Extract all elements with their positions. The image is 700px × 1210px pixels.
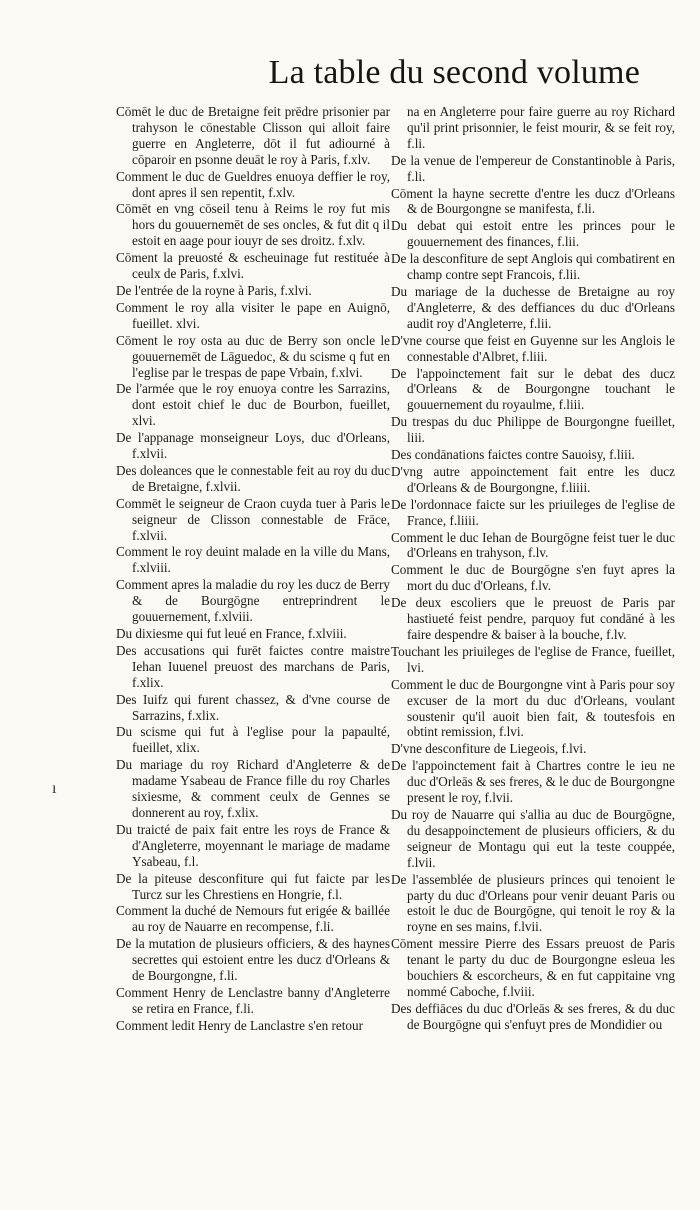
- table-entry: Des accusations qui furēt faictes contre maistre Iehan Iuuenel preuost des marchans de Paris, f.xlix.: [116, 642, 390, 690]
- table-entry: De la venue de l'empereur de Constantinoble à Paris, f.li.: [391, 152, 675, 184]
- table-entry: Du mariage du roy Richard d'Angleterre & de madame Ysabeau de France fille du roy Charles sixiesme, & comment ceulx de Gennes se donnerent au roy, f.xlix.: [116, 757, 390, 820]
- table-entry: Du mariage de la duchesse de Bretaigne au roy d'Angleterre, & des deffiances du duc d'Orleans audit roy d'Angleterre, f.lii.: [391, 283, 675, 331]
- table-entry: Comment le roy deuint malade en la ville du Mans, f.xlviii.: [116, 544, 390, 576]
- table-entry: Comment ledit Henry de Lanclastre s'en retour: [116, 1017, 363, 1033]
- table-entry: Du dixiesme qui fut leué en France, f.xlviii.: [116, 626, 347, 641]
- table-entry: De la piteuse desconfiture qui fut faicte par les Turcz sur les Chrestiens en Hongrie, f.l.: [116, 870, 390, 902]
- table-entry: De l'armée que le roy enuoya contre les Sarrazins, dont estoit chief le duc de Bourbon, fueillet, xlvi.: [116, 381, 390, 429]
- table-entry: De l'entrée de la royne à Paris, f.xlvi.: [116, 282, 312, 298]
- margin-mark: ı: [52, 780, 57, 797]
- left-column: [116, 104, 390, 1035]
- table-entry: Du traicté de paix fait entre les roys de France & d'Angleterre, moyennant le mariage de madame Ysabeau, f.l.: [116, 821, 390, 869]
- table-entry: Cōment la hayne secrette d'entre les ducz d'Orleans & de Bourgongne se manifesta, f.li.: [391, 185, 675, 217]
- page-title: La table du second volume: [268, 54, 640, 91]
- table-entry: De l'appanage monseigneur Loys, duc d'Orleans, f.xlvii.: [116, 430, 390, 462]
- table-entry: D'vne desconfiture de Liegeois, f.lvi.: [391, 741, 587, 757]
- table-entry: D'vne course que feist en Guyenne sur les Anglois le connestable d'Albret, f.liii.: [391, 332, 675, 364]
- table-entry: Du roy de Nauarre qui s'allia au duc de Bourgōgne, du desappoinctement de plusieurs officiers, & du seigneur de Montagu qui eut la teste couppée, f.lvii.: [391, 806, 675, 870]
- table-entry: Du scisme qui fut à l'eglise pour la papaulté, fueillet, xlix.: [116, 724, 390, 756]
- table-entry: Du debat qui estoit entre les princes pour le gouuernement des finances, f.lii.: [391, 218, 675, 250]
- table-entry: Du trespas du duc Philippe de Bourgongne fueillet, liii.: [391, 414, 675, 446]
- table-entry: Comment le roy alla visiter le pape en Auignō, fueillet. xlvi.: [116, 299, 390, 331]
- table-entry: Cōment messire Pierre des Essars preuost de Paris tenant le party du duc de Bourgongne esleua les bouchiers & escorcheurs, & en fut cappitaine vng nommé Caboche, f.lviii.: [391, 936, 675, 999]
- table-entry: Comment apres la maladie du roy les ducz de Berry & de Bourgōgne entreprindrent le gouuernement, f.xlviii.: [116, 577, 390, 625]
- table-entry: Comment le duc de Bourgongne vint à Paris pour soy excuser de la mort du duc d'Orleans, voulant soustenir qu'il auoit bien fait, & toutesfois en obtint remission, f.lvi.: [391, 676, 675, 740]
- table-entry: De l'assemblée de plusieurs princes qui tenoient le party du duc d'Orleans pour venir deuant Paris ou estoit le duc de Bourgōgne, qui tenoit le roy & la royne en ses mains, f.lvii.: [391, 871, 675, 935]
- table-entry: Des deffiāces du duc d'Orleās & ses freres, & du duc de Bourgōgne qui s'enfuyt pres de Mondidier ou: [391, 1000, 675, 1032]
- table-entry: De deux escoliers que le preuost de Paris par hastiueté feist pendre, parquoy fut condāné à les faire despendre & baiser à la bouche, f.lv.: [391, 595, 675, 642]
- table-entry: Comment le duc Iehan de Bourgōgne feist tuer le duc d'Orleans en trahyson, f.lv.: [391, 529, 675, 561]
- table-entry: De la mutation de plusieurs officiers, & des haynes secrettes qui estoient entre les ducz d'Orleans & de Bourgongne, f.li.: [116, 936, 390, 984]
- table-entry: Cōment la preuosté & escheuinage fut restituée à ceulx de Paris, f.xlvi.: [116, 250, 390, 282]
- table-entry: De l'appoinctement fait à Chartres contre le ieu ne duc d'Orleās & ses freres, & le duc de Bourgongne present le roy, f.lvii.: [391, 758, 676, 806]
- table-entry: Comment le duc de Gueldres enuoya deffier le roy, dont apres il sen repentit, f.xlv.: [116, 168, 390, 200]
- table-entry: Touchant les priuileges de l'eglise de France, fueillet, lvi.: [391, 643, 675, 675]
- table-entry: Comment Henry de Lenclastre banny d'Angleterre se retira en France, f.li.: [116, 984, 390, 1016]
- table-entry: Cōmēt le duc de Bretaigne feit prēdre prisonier par trahyson le cōnestable Clisson qui alloit faire guerre en Angleterre, dōt il fut adiourné à cōparoir en psonne deuāt le roy à Paris, f.xlv.: [116, 104, 390, 167]
- right-column: [391, 104, 675, 1034]
- table-entry: Des Iuifz qui furent chassez, & d'vne course de Sarrazins, f.xlix.: [116, 691, 390, 723]
- table-entry: Cōmēt en vng cōseil tenu à Reims le roy fut mis hors du gouuernemēt de ses oncles, & fut dit q il estoit en aage pour iouyr de ses droitz. f.xlv.: [116, 201, 390, 249]
- table-entry: Comment la duché de Nemours fut erigée & baillée au roy de Nauarre en recompense, f.li.: [116, 903, 390, 935]
- table-entry-continuation: na en Angleterre pour faire guerre au roy Richard qu'il print prisonnier, le feist mourir, & se feit roy, f.li.: [407, 104, 675, 151]
- table-entry: De la desconfiture de sept Anglois qui combatirent en champ contre sept Francois, f.lii.: [391, 251, 675, 283]
- table-entry: De l'ordonnace faicte sur les priuileges de l'eglise de France, f.liiii.: [391, 496, 675, 528]
- table-entry: Comment le duc de Bourgōgne s'en fuyt apres la mort du duc d'Orleans, f.lv.: [391, 562, 675, 594]
- table-entry: D'vng autre appoinctement fait entre les ducz d'Orleans & de Bourgongne, f.liiii.: [391, 463, 675, 495]
- table-entry: Commēt le seigneur de Craon cuyda tuer à Paris le seigneur de Clisson connestable de Frāce, f.xlvii.: [116, 495, 390, 543]
- table-entry: Des condānations faictes contre Sauoisy, f.liii.: [391, 447, 635, 463]
- table-entry: De l'appoinctement fait sur le debat des ducz d'Orleans & de Bourgongne touchant le gouuernement du royaulme, f.liii.: [391, 365, 675, 413]
- table-entry: Cōment le roy osta au duc de Berry son oncle le gouuernemēt de Lāguedoc, & du scisme q fut en l'eglise par le trespas de pape Vrbain, f.xlvi.: [116, 332, 390, 380]
- table-entry: Des doleances que le connestable feit au roy du duc de Bretaigne, f.xlvii.: [116, 462, 390, 494]
